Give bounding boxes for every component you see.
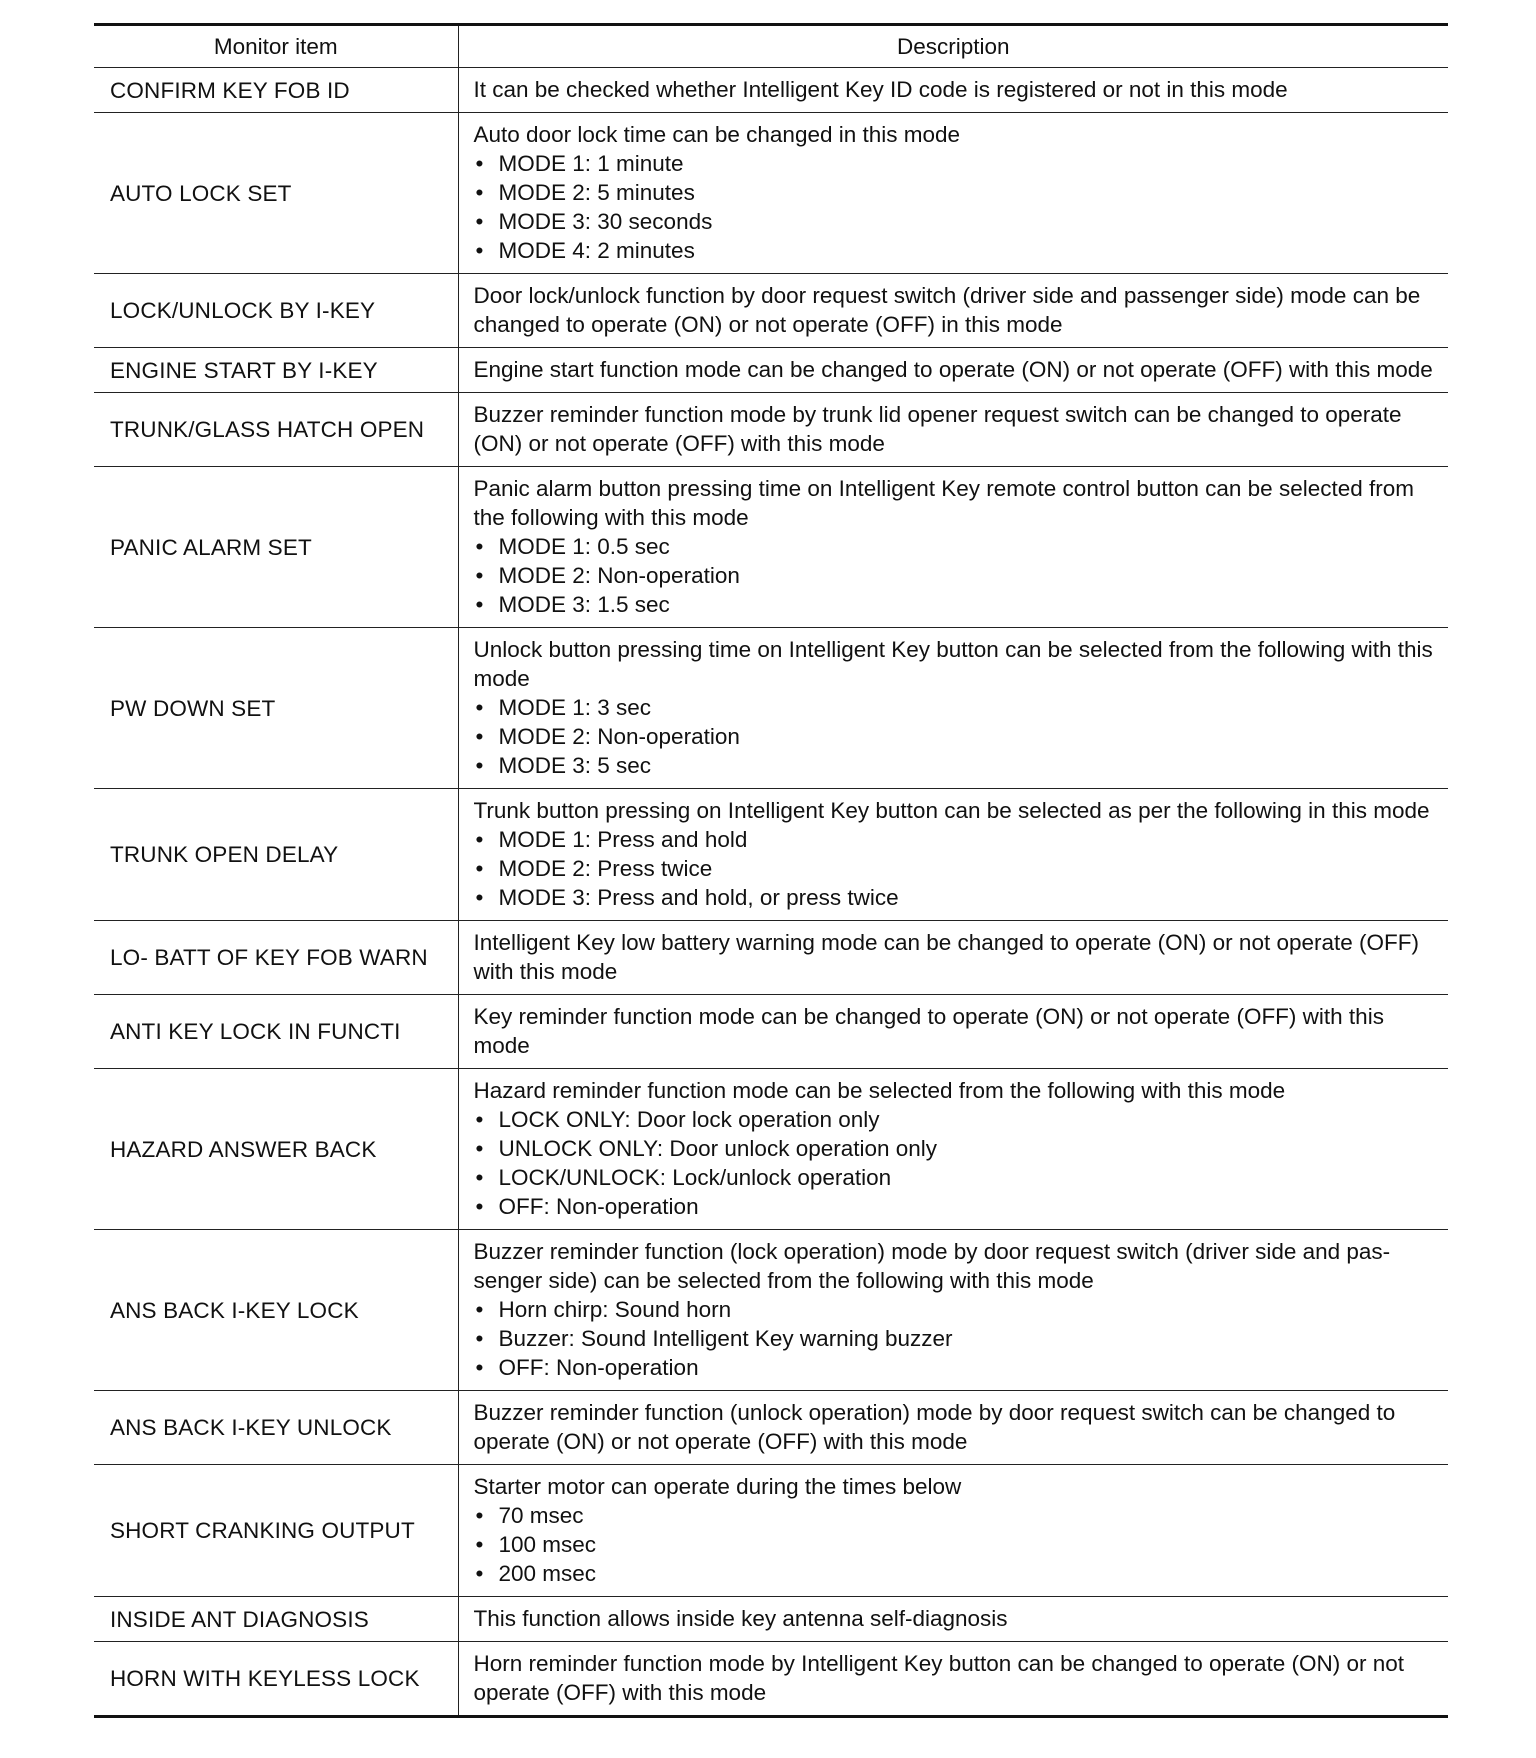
- monitor-item-cell: TRUNK/GLASS HATCH OPEN: [94, 393, 458, 467]
- description-bullet-item: • MODE 2: Non-operation: [474, 561, 1441, 590]
- description-text: Buzzer reminder function (unlock operation) mode by door request switch can be changed to operate (ON) or not operate (OFF) with this mode: [473, 1400, 1396, 1454]
- description-cell: [458, 1465, 1448, 1597]
- description-text: Buzzer reminder function (lock operation) mode by door request switch (driver side and pas-senger side) can be selected from the following with this mode: [473, 1239, 1391, 1293]
- description-bullet-item: • Horn chirp: Sound horn: [474, 1295, 1441, 1324]
- description-bullet-list: [474, 149, 1441, 265]
- header-monitor-item: Monitor item: [94, 25, 458, 68]
- table-body: [94, 68, 1448, 1717]
- monitor-item-cell: PANIC ALARM SET: [94, 467, 458, 628]
- description-bullet-list: [474, 1105, 1441, 1221]
- table-row: [94, 628, 1448, 789]
- description-cell: [458, 68, 1448, 113]
- table-row: [94, 274, 1448, 348]
- header-row: [94, 25, 1448, 68]
- table-row: [94, 467, 1448, 628]
- description-cell: [458, 789, 1448, 921]
- description-bullet-item: • MODE 3: Press and hold, or press twice: [474, 883, 1441, 912]
- description-cell: [458, 467, 1448, 628]
- description-cell: [458, 1642, 1448, 1717]
- monitor-table-container: [94, 23, 1448, 1718]
- table-row: [94, 1230, 1448, 1391]
- description-cell: [458, 921, 1448, 995]
- description-text: This function allows inside key antenna self-diagnosis: [473, 1606, 1008, 1631]
- description-text: Trunk button pressing on Intelligent Key button can be selected as per the following in this mode: [473, 798, 1430, 823]
- table-row: [94, 1642, 1448, 1717]
- description-bullet-item: • 70 msec: [474, 1501, 1441, 1530]
- description-bullet-item: • MODE 2: Non-operation: [474, 722, 1441, 751]
- description-bullet-list: [474, 532, 1441, 619]
- description-text: Unlock button pressing time on Intelligent Key button can be selected from the following with this mode: [473, 637, 1433, 691]
- description-cell: [458, 1391, 1448, 1465]
- monitor-item-cell: HORN WITH KEYLESS LOCK: [94, 1642, 458, 1717]
- description-text: Door lock/unlock function by door request switch (driver side and passenger side) mode can be changed to operate (ON) or not operate (OFF) in this mode: [473, 283, 1421, 337]
- description-text: It can be checked whether Intelligent Key ID code is registered or not in this mode: [473, 77, 1288, 102]
- table-row: [94, 68, 1448, 113]
- description-cell: [458, 274, 1448, 348]
- monitor-item-cell: TRUNK OPEN DELAY: [94, 789, 458, 921]
- monitor-item-cell: SHORT CRANKING OUTPUT: [94, 1465, 458, 1597]
- description-cell: [458, 628, 1448, 789]
- monitor-item-cell: ANTI KEY LOCK IN FUNCTI: [94, 995, 458, 1069]
- monitor-item-cell: HAZARD ANSWER BACK: [94, 1069, 458, 1230]
- description-cell: [458, 1069, 1448, 1230]
- description-bullet-list: [474, 825, 1441, 912]
- table-row: [94, 789, 1448, 921]
- description-bullet-item: • MODE 3: 30 seconds: [474, 207, 1441, 236]
- table-row: [94, 393, 1448, 467]
- description-bullet-item: • MODE 2: Press twice: [474, 854, 1441, 883]
- description-bullet-item: • MODE 2: 5 minutes: [474, 178, 1441, 207]
- table-row: [94, 921, 1448, 995]
- monitor-item-table: [94, 23, 1448, 1718]
- description-cell: [458, 1230, 1448, 1391]
- description-bullet-list: [474, 1501, 1441, 1588]
- description-bullet-item: • MODE 1: 3 sec: [474, 693, 1441, 722]
- description-text: Buzzer reminder function mode by trunk lid opener request switch can be changed to operate (ON) or not operate (OFF) with this mode: [473, 402, 1402, 456]
- description-bullet-item: • MODE 4: 2 minutes: [474, 236, 1441, 265]
- description-bullet-item: • UNLOCK ONLY: Door unlock operation only: [474, 1134, 1441, 1163]
- description-text: Horn reminder function mode by Intelligent Key button can be changed to operate (ON) or not operate (OFF) with this mode: [473, 1651, 1405, 1705]
- description-bullet-item: • 100 msec: [474, 1530, 1441, 1559]
- description-text: Starter motor can operate during the times below: [473, 1474, 962, 1499]
- table-row: [94, 348, 1448, 393]
- table-row: [94, 995, 1448, 1069]
- description-text: Panic alarm button pressing time on Intelligent Key remote control button can be selected from the following with this mode: [473, 476, 1415, 530]
- monitor-item-cell: ANS BACK I-KEY LOCK: [94, 1230, 458, 1391]
- description-bullet-item: • MODE 1: 0.5 sec: [474, 532, 1441, 561]
- description-text: Intelligent Key low battery warning mode can be changed to operate (ON) or not operate (OFF) with this mode: [473, 930, 1419, 984]
- description-cell: [458, 995, 1448, 1069]
- table-row: [94, 1597, 1448, 1642]
- description-bullet-item: • LOCK ONLY: Door lock operation only: [474, 1105, 1441, 1134]
- table-row: [94, 1069, 1448, 1230]
- header-description: Description: [458, 25, 1448, 68]
- table-row: [94, 1391, 1448, 1465]
- description-bullet-item: • Buzzer: Sound Intelligent Key warning buzzer: [474, 1324, 1441, 1353]
- description-bullet-item: • OFF: Non-operation: [474, 1192, 1441, 1221]
- description-text: Key reminder function mode can be changed to operate (ON) or not operate (OFF) with this mode: [473, 1004, 1384, 1058]
- monitor-item-cell: PW DOWN SET: [94, 628, 458, 789]
- monitor-item-cell: LOCK/UNLOCK BY I-KEY: [94, 274, 458, 348]
- description-bullet-list: [474, 693, 1441, 780]
- monitor-item-cell: ENGINE START BY I-KEY: [94, 348, 458, 393]
- description-bullet-list: [474, 1295, 1441, 1382]
- monitor-item-cell: INSIDE ANT DIAGNOSIS: [94, 1597, 458, 1642]
- description-text: Engine start function mode can be changed to operate (ON) or not operate (OFF) with this mode: [473, 357, 1433, 382]
- description-bullet-item: • MODE 3: 5 sec: [474, 751, 1441, 780]
- description-text: Auto door lock time can be changed in this mode: [473, 122, 961, 147]
- description-cell: [458, 393, 1448, 467]
- description-cell: [458, 1597, 1448, 1642]
- description-bullet-item: • LOCK/UNLOCK: Lock/unlock operation: [474, 1163, 1441, 1192]
- description-text: Hazard reminder function mode can be selected from the following with this mode: [473, 1078, 1286, 1103]
- description-cell: [458, 113, 1448, 274]
- description-bullet-item: • MODE 1: Press and hold: [474, 825, 1441, 854]
- monitor-item-cell: CONFIRM KEY FOB ID: [94, 68, 458, 113]
- table-row: [94, 1465, 1448, 1597]
- description-bullet-item: • MODE 1: 1 minute: [474, 149, 1441, 178]
- table-header: [94, 25, 1448, 68]
- monitor-item-cell: AUTO LOCK SET: [94, 113, 458, 274]
- description-bullet-item: • 200 msec: [474, 1559, 1441, 1588]
- table-row: [94, 113, 1448, 274]
- description-bullet-item: • MODE 3: 1.5 sec: [474, 590, 1441, 619]
- description-cell: [458, 348, 1448, 393]
- description-bullet-item: • OFF: Non-operation: [474, 1353, 1441, 1382]
- monitor-item-cell: ANS BACK I-KEY UNLOCK: [94, 1391, 458, 1465]
- monitor-item-cell: LO- BATT OF KEY FOB WARN: [94, 921, 458, 995]
